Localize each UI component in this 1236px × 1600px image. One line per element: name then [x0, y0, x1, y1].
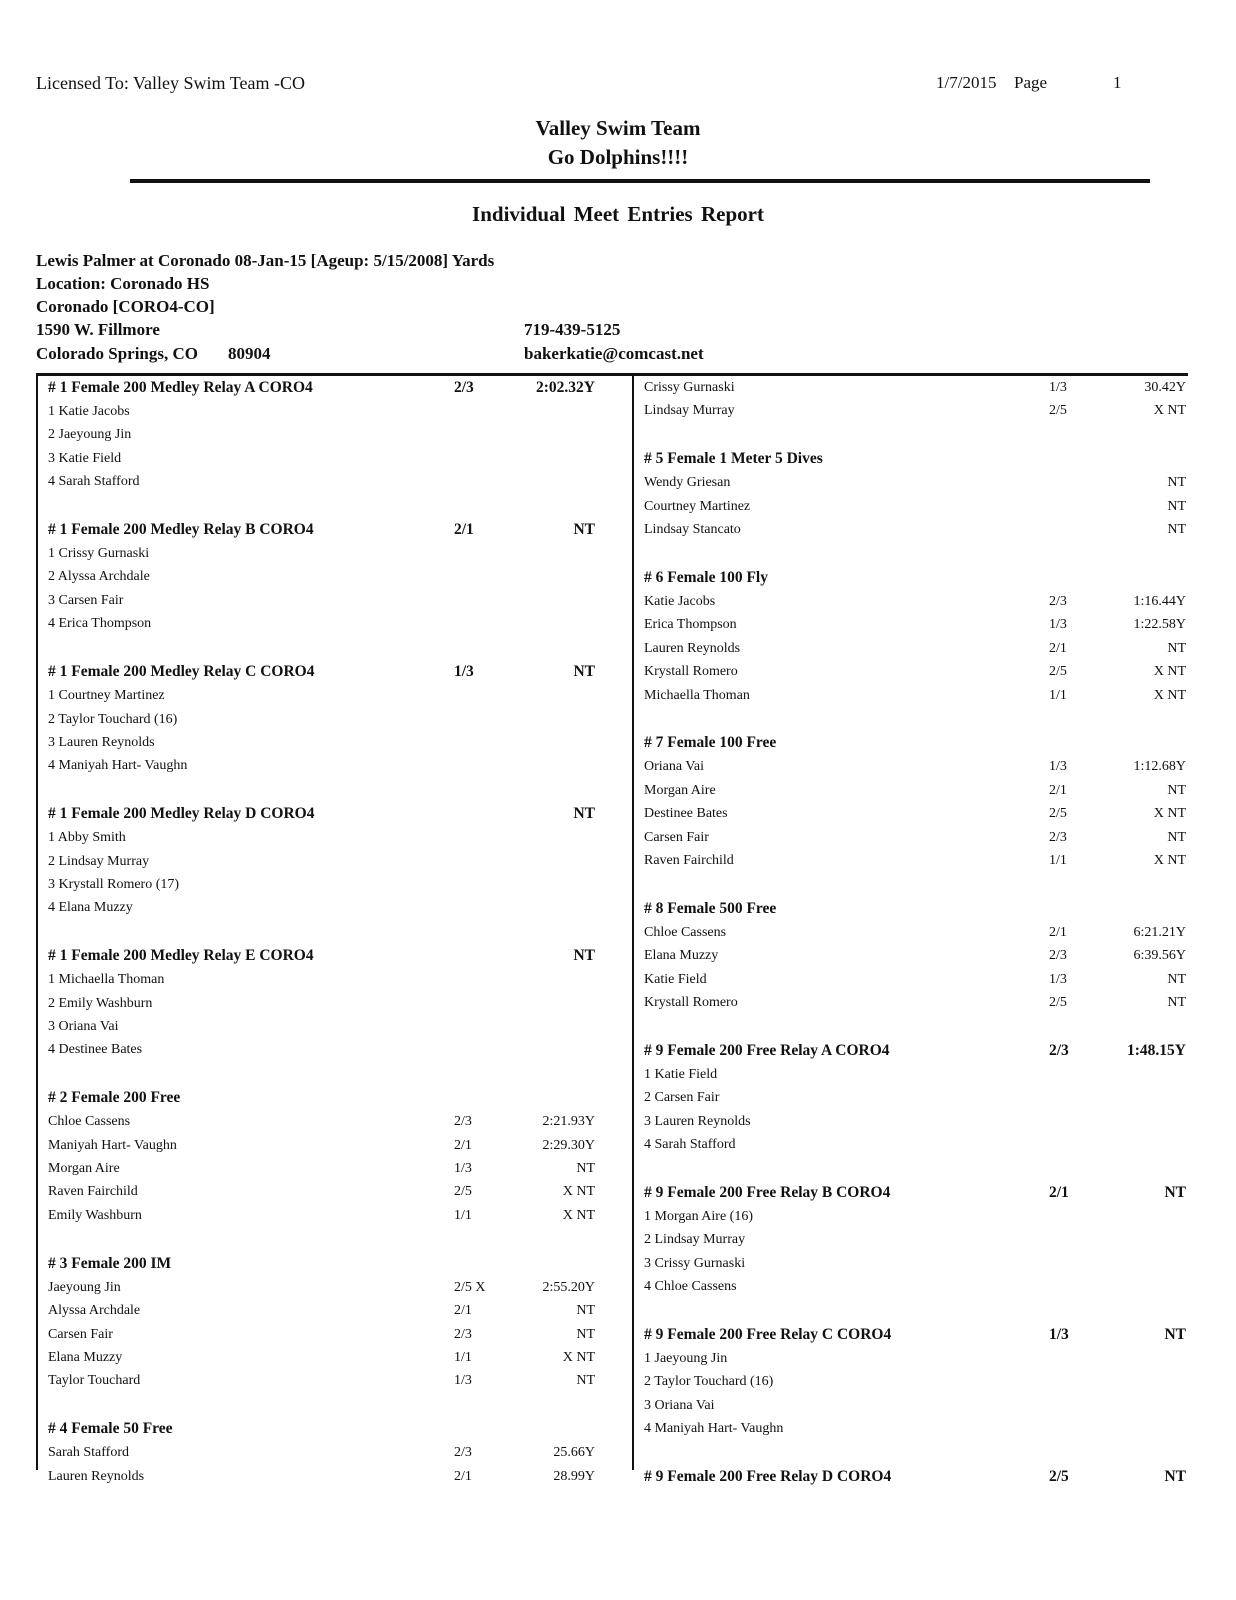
- seed-heat: 1/3: [454, 1373, 472, 1389]
- swimmer-name: Carsen Fair: [644, 829, 709, 845]
- seed-time: 2:55.20Y: [542, 1279, 595, 1295]
- seed-time: NT: [1164, 1326, 1186, 1344]
- event-name: # 9 Female 200 Free Relay B CORO4: [644, 1183, 891, 1201]
- entry-row: [644, 968, 1186, 991]
- header-divider: [130, 179, 1150, 183]
- club-address: 1590 W. Fillmore: [36, 320, 160, 339]
- entry-row: [48, 612, 558, 635]
- swimmer-name: 2 Jaeyoung Jin: [48, 427, 132, 443]
- spacer: [644, 872, 1144, 897]
- event-header: [644, 1181, 1186, 1205]
- swimmer-name: Maniyah Hart- Vaughn: [48, 1137, 177, 1153]
- seed-heat: 2/1: [1049, 1183, 1069, 1201]
- entry-row: [48, 1204, 595, 1227]
- seed-heat: 2/3: [1049, 948, 1067, 964]
- seed-time: NT: [1167, 971, 1186, 987]
- swimmer-name: 3 Oriana Vai: [48, 1019, 119, 1035]
- seed-heat: 2/1: [1049, 924, 1067, 940]
- seed-time: 1:16.44Y: [1133, 593, 1186, 609]
- seed-time: NT: [576, 1303, 595, 1319]
- entry-row: [48, 1157, 595, 1180]
- seed-heat: 2/5 X: [454, 1279, 486, 1295]
- swimmer-name: Chloe Cassens: [48, 1114, 131, 1130]
- seed-heat: 1/1: [1049, 687, 1067, 703]
- swimmer-name: 4 Sarah Stafford: [48, 474, 140, 490]
- swimmer-name: 1 Morgan Aire (16): [644, 1208, 753, 1224]
- swimmer-name: Raven Fairchild: [644, 852, 734, 868]
- swimmer-name: Alyssa Archdale: [48, 1303, 141, 1319]
- entry-row: [48, 992, 558, 1015]
- team-name: Valley Swim Team: [535, 116, 701, 140]
- swimmer-name: 1 Abby Smith: [48, 830, 126, 846]
- seed-heat: 2/1: [454, 521, 474, 539]
- entry-row: [644, 1063, 1144, 1086]
- seed-heat: 2/5: [1049, 995, 1067, 1011]
- seed-heat: 1/3: [1049, 1326, 1069, 1344]
- spacer: [644, 423, 1144, 448]
- entry-row: [644, 590, 1186, 613]
- swimmer-name: 2 Alyssa Archdale: [48, 569, 150, 585]
- entry-row: [644, 376, 1186, 399]
- swimmer-name: 3 Lauren Reynolds: [644, 1113, 751, 1129]
- swimmer-name: 4 Erica Thompson: [48, 616, 152, 632]
- swimmer-name: 4 Maniyah Hart- Vaughn: [644, 1421, 784, 1437]
- seed-time: NT: [576, 1161, 595, 1177]
- seed-heat: 1/3: [1049, 617, 1067, 633]
- event-header: [644, 1465, 1186, 1489]
- event-header: [644, 1323, 1186, 1347]
- event-name: # 1 Female 200 Medley Relay B CORO4: [48, 521, 314, 539]
- entry-row: [48, 1441, 595, 1464]
- left-column-border: [36, 376, 38, 1470]
- spacer: [48, 778, 558, 803]
- seed-heat: 1/3: [1049, 380, 1067, 395]
- event-name: # 7 Female 100 Free: [644, 734, 777, 752]
- seed-time: 1:48.15Y: [1127, 1041, 1186, 1059]
- swimmer-name: 1 Katie Jacobs: [48, 404, 130, 419]
- seed-time: NT: [1167, 640, 1186, 656]
- event-name: # 3 Female 200 IM: [48, 1254, 172, 1272]
- seed-heat: 2/5: [1049, 1468, 1069, 1486]
- swimmer-name: 2 Emily Washburn: [48, 995, 153, 1011]
- entry-row: [644, 399, 1186, 422]
- event-header: [48, 1252, 558, 1276]
- entry-row: [48, 1299, 595, 1322]
- entry-row: [48, 873, 558, 896]
- entry-row: [644, 1347, 1144, 1370]
- event-header: [644, 447, 1144, 471]
- event-header: [48, 1417, 558, 1441]
- spacer: [48, 636, 558, 661]
- swimmer-name: 2 Taylor Touchard (16): [48, 711, 178, 727]
- seed-heat: 1/1: [454, 1349, 472, 1365]
- seed-time: 1:12.68Y: [1133, 759, 1186, 775]
- swimmer-name: Destinee Bates: [644, 806, 728, 822]
- entry-row: [48, 1038, 558, 1061]
- event-name: # 6 Female 100 Fly: [644, 568, 768, 586]
- swimmer-name: Michaella Thoman: [644, 687, 750, 703]
- seed-time: NT: [1167, 498, 1186, 514]
- swimmer-name: Katie Field: [644, 971, 707, 987]
- entry-row: [644, 1370, 1144, 1393]
- entry-row: [644, 779, 1186, 802]
- seed-time: X NT: [1153, 687, 1186, 703]
- entry-row: [48, 1180, 595, 1203]
- spacer: [644, 1156, 1144, 1181]
- entry-row: [644, 1417, 1144, 1440]
- entry-row: [644, 991, 1186, 1014]
- swimmer-name: 1 Crissy Gurnaski: [48, 546, 150, 562]
- event-name: # 5 Female 1 Meter 5 Dives: [644, 450, 823, 468]
- entry-row: [48, 708, 558, 731]
- entry-row: [48, 968, 558, 991]
- event-header: [644, 731, 1144, 755]
- entry-row: [48, 423, 558, 446]
- entry-row: [48, 754, 558, 777]
- event-name: # 9 Female 200 Free Relay A CORO4: [644, 1041, 890, 1059]
- seed-time: X NT: [1153, 806, 1186, 822]
- entry-row: [644, 944, 1186, 967]
- seed-time: 6:21.21Y: [1133, 924, 1186, 940]
- licensed-to: Licensed To: Valley Swim Team -CO: [36, 73, 305, 93]
- entry-row: [644, 1086, 1144, 1109]
- club-email: bakerkatie@comcast.net: [524, 344, 704, 363]
- seed-time: NT: [1167, 522, 1186, 538]
- seed-time: X NT: [1153, 852, 1186, 868]
- entry-row: [644, 802, 1186, 825]
- entry-row: [644, 1133, 1144, 1156]
- seed-heat: 1/3: [1049, 759, 1067, 775]
- entry-row: [48, 565, 558, 588]
- seed-heat: 2/5: [1049, 403, 1067, 419]
- club-zip: 80904: [228, 344, 271, 363]
- swimmer-name: Katie Jacobs: [644, 593, 716, 609]
- spacer: [644, 707, 1144, 732]
- seed-heat: 2/1: [454, 1137, 472, 1153]
- swimmer-name: Lindsay Murray: [644, 403, 735, 419]
- event-name: # 9 Female 200 Free Relay C CORO4: [644, 1326, 892, 1344]
- entry-row: [644, 755, 1186, 778]
- event-header: [48, 802, 595, 826]
- swimmer-name: 2 Lindsay Murray: [48, 853, 150, 869]
- entry-row: [644, 684, 1186, 707]
- swimmer-name: Wendy Griesan: [644, 475, 731, 491]
- entry-row: [48, 896, 558, 919]
- event-name: # 1 Female 200 Medley Relay A CORO4: [48, 379, 313, 396]
- swimmer-name: 4 Destinee Bates: [48, 1042, 143, 1058]
- entry-row: [48, 1323, 595, 1346]
- spacer: [644, 1299, 1144, 1324]
- swimmer-name: 1 Katie Field: [644, 1066, 718, 1082]
- seed-time: NT: [573, 805, 595, 823]
- team-motto: Go Dolphins!!!!: [547, 145, 689, 169]
- swimmer-name: 2 Taylor Touchard (16): [644, 1374, 774, 1390]
- swimmer-name: Carsen Fair: [48, 1326, 113, 1342]
- entry-row: [644, 1205, 1144, 1228]
- report-date: 1/7/2015: [936, 73, 997, 92]
- page-label: Page: [1014, 73, 1048, 92]
- swimmer-name: Elana Muzzy: [48, 1349, 123, 1365]
- swimmer-name: Chloe Cassens: [644, 924, 727, 940]
- club-phone: 719-439-5125: [524, 320, 621, 339]
- swimmer-name: Lauren Reynolds: [48, 1468, 145, 1484]
- event-header: [48, 376, 595, 400]
- event-header: [644, 1039, 1186, 1063]
- seed-time: 2:29.30Y: [542, 1137, 595, 1153]
- seed-heat: 2/3: [1049, 1041, 1069, 1059]
- seed-heat: 2/1: [1049, 782, 1067, 798]
- swimmer-name: 1 Jaeyoung Jin: [644, 1351, 728, 1367]
- swimmer-name: 4 Chloe Cassens: [644, 1279, 737, 1295]
- swimmer-name: Krystall Romero: [644, 995, 738, 1011]
- spacer: [644, 541, 1144, 566]
- entry-row: [644, 921, 1186, 944]
- entry-row: [644, 495, 1186, 518]
- entry-row: [48, 1465, 595, 1488]
- entry-row: [48, 447, 558, 470]
- entry-row: [644, 1252, 1144, 1275]
- spacer: [48, 494, 558, 519]
- swimmer-name: Erica Thompson: [644, 617, 737, 633]
- seed-time: NT: [1164, 1468, 1186, 1486]
- event-name: # 2 Female 200 Free: [48, 1089, 181, 1107]
- event-name: # 1 Female 200 Medley Relay E CORO4: [48, 947, 314, 965]
- swimmer-name: 1 Courtney Martinez: [48, 688, 165, 704]
- swimmer-name: Elana Muzzy: [644, 948, 719, 964]
- seed-time: X NT: [1153, 403, 1186, 419]
- swimmer-name: Lindsay Stancato: [644, 522, 741, 538]
- event-name: # 4 Female 50 Free: [48, 1420, 173, 1438]
- entry-row: [644, 1275, 1144, 1298]
- seed-heat: 2/5: [1049, 664, 1067, 680]
- seed-heat: 2/1: [454, 1468, 472, 1484]
- seed-time: NT: [573, 521, 595, 539]
- event-name: # 1 Female 200 Medley Relay D CORO4: [48, 805, 315, 823]
- meet-title: Lewis Palmer at Coronado 08-Jan-15 [Ageup: 5/15/2008] Yards: [36, 251, 495, 270]
- swimmer-name: 3 Krystall Romero (17): [48, 876, 180, 892]
- swimmer-name: Morgan Aire: [48, 1161, 120, 1177]
- seed-heat: 2/3: [454, 379, 474, 396]
- middle-column-border: [632, 376, 634, 1470]
- entry-row: [644, 1110, 1144, 1133]
- spacer: [48, 1393, 558, 1418]
- entry-row: [48, 400, 558, 423]
- swimmer-name: Emily Washburn: [48, 1207, 142, 1223]
- spacer: [48, 1227, 558, 1252]
- swimmer-name: Courtney Martinez: [644, 498, 751, 514]
- swimmer-name: 3 Oriana Vai: [644, 1397, 715, 1413]
- seed-time: NT: [1167, 782, 1186, 798]
- seed-heat: 1/3: [454, 663, 474, 681]
- swimmer-name: Lauren Reynolds: [644, 640, 741, 656]
- seed-heat: 2/3: [1049, 593, 1067, 609]
- swimmer-name: 1 Michaella Thoman: [48, 972, 165, 988]
- entry-row: [48, 850, 558, 873]
- left-entries-column: [48, 376, 595, 1488]
- seed-heat: 1/1: [1049, 852, 1067, 868]
- seed-time: NT: [1164, 1183, 1186, 1201]
- entry-row: [644, 518, 1186, 541]
- seed-time: 1:22.58Y: [1133, 617, 1186, 633]
- entry-row: [644, 849, 1186, 872]
- seed-time: NT: [576, 1373, 595, 1389]
- seed-heat: 2/3: [454, 1326, 472, 1342]
- seed-time: 25.66Y: [553, 1445, 595, 1461]
- seed-time: 30.42Y: [1144, 380, 1186, 395]
- seed-time: 2:21.93Y: [542, 1114, 595, 1130]
- entry-row: [48, 1346, 595, 1369]
- seed-time: NT: [1167, 475, 1186, 491]
- swimmer-name: Crissy Gurnaski: [644, 380, 735, 395]
- event-header: [48, 660, 595, 684]
- event-header: [48, 1086, 558, 1110]
- seed-time: 2:02.32Y: [536, 379, 595, 396]
- seed-heat: 2/1: [1049, 640, 1067, 656]
- swimmer-name: 2 Lindsay Murray: [644, 1232, 746, 1248]
- entry-row: [48, 684, 558, 707]
- seed-time: NT: [573, 947, 595, 965]
- seed-time: NT: [1167, 995, 1186, 1011]
- seed-heat: 1/3: [454, 1161, 472, 1177]
- swimmer-name: Oriana Vai: [644, 759, 704, 775]
- event-header: [644, 897, 1144, 921]
- swimmer-name: 4 Sarah Stafford: [644, 1137, 736, 1153]
- seed-time: NT: [1167, 829, 1186, 845]
- seed-time: X NT: [562, 1184, 595, 1200]
- entry-row: [644, 1228, 1144, 1251]
- entry-row: [48, 1015, 558, 1038]
- entry-row: [48, 1369, 595, 1392]
- entry-row: [48, 826, 558, 849]
- report-title: Individual Meet Entries Report: [472, 202, 764, 226]
- seed-heat: 2/1: [454, 1303, 472, 1319]
- entry-row: [644, 660, 1186, 683]
- swimmer-name: 3 Carsen Fair: [48, 592, 124, 608]
- event-name: # 1 Female 200 Medley Relay C CORO4: [48, 663, 315, 681]
- swimmer-name: Jaeyoung Jin: [48, 1279, 121, 1295]
- event-header: [644, 566, 1144, 590]
- entry-row: [48, 731, 558, 754]
- spacer: [48, 920, 558, 945]
- page-number: 1: [1113, 73, 1122, 92]
- seed-time: X NT: [562, 1349, 595, 1365]
- swimmer-name: Taylor Touchard: [48, 1373, 141, 1389]
- swimmer-name: Sarah Stafford: [48, 1445, 129, 1461]
- swimmer-name: 4 Maniyah Hart- Vaughn: [48, 758, 188, 774]
- swimmer-name: 3 Lauren Reynolds: [48, 734, 155, 750]
- entry-row: [48, 1110, 595, 1133]
- seed-time: X NT: [562, 1207, 595, 1223]
- entry-row: [48, 589, 558, 612]
- seed-time: NT: [573, 663, 595, 681]
- swimmer-name: Raven Fairchild: [48, 1184, 138, 1200]
- swimmer-name: 4 Elana Muzzy: [48, 900, 133, 916]
- entry-row: [48, 1134, 595, 1157]
- entry-row: [644, 471, 1186, 494]
- entry-row: [644, 826, 1186, 849]
- right-entries-column: [644, 376, 1186, 1489]
- seed-time: NT: [576, 1326, 595, 1342]
- swimmer-name: Morgan Aire: [644, 782, 716, 798]
- club-city: Colorado Springs, CO: [36, 344, 198, 363]
- entry-row: [48, 542, 558, 565]
- swimmer-name: 3 Katie Field: [48, 450, 122, 466]
- swimmer-name: 3 Crissy Gurnaski: [644, 1255, 746, 1271]
- entry-row: [48, 1276, 595, 1299]
- seed-time: X NT: [1153, 664, 1186, 680]
- meet-location: Location: Coronado HS: [36, 274, 210, 293]
- swimmer-name: 2 Carsen Fair: [644, 1090, 720, 1106]
- seed-heat: 2/5: [1049, 806, 1067, 822]
- seed-heat: 2/3: [1049, 829, 1067, 845]
- event-name: # 9 Female 200 Free Relay D CORO4: [644, 1468, 892, 1486]
- seed-time: 28.99Y: [553, 1468, 595, 1484]
- swimmer-name: Krystall Romero: [644, 664, 738, 680]
- seed-heat: 1/1: [454, 1207, 472, 1223]
- event-header: [48, 518, 595, 542]
- entry-row: [644, 637, 1186, 660]
- spacer: [644, 1441, 1144, 1466]
- entry-row: [644, 1394, 1144, 1417]
- spacer: [48, 1062, 558, 1087]
- entry-row: [48, 470, 558, 493]
- event-header: [48, 944, 595, 968]
- club-name: Coronado [CORO4-CO]: [36, 297, 215, 316]
- seed-heat: 2/5: [454, 1184, 472, 1200]
- spacer: [644, 1014, 1144, 1039]
- seed-heat: 1/3: [1049, 971, 1067, 987]
- seed-time: 6:39.56Y: [1133, 948, 1186, 964]
- seed-heat: 2/3: [454, 1445, 472, 1461]
- event-name: # 8 Female 500 Free: [644, 899, 777, 917]
- entry-row: [644, 613, 1186, 636]
- seed-heat: 2/3: [454, 1114, 472, 1130]
